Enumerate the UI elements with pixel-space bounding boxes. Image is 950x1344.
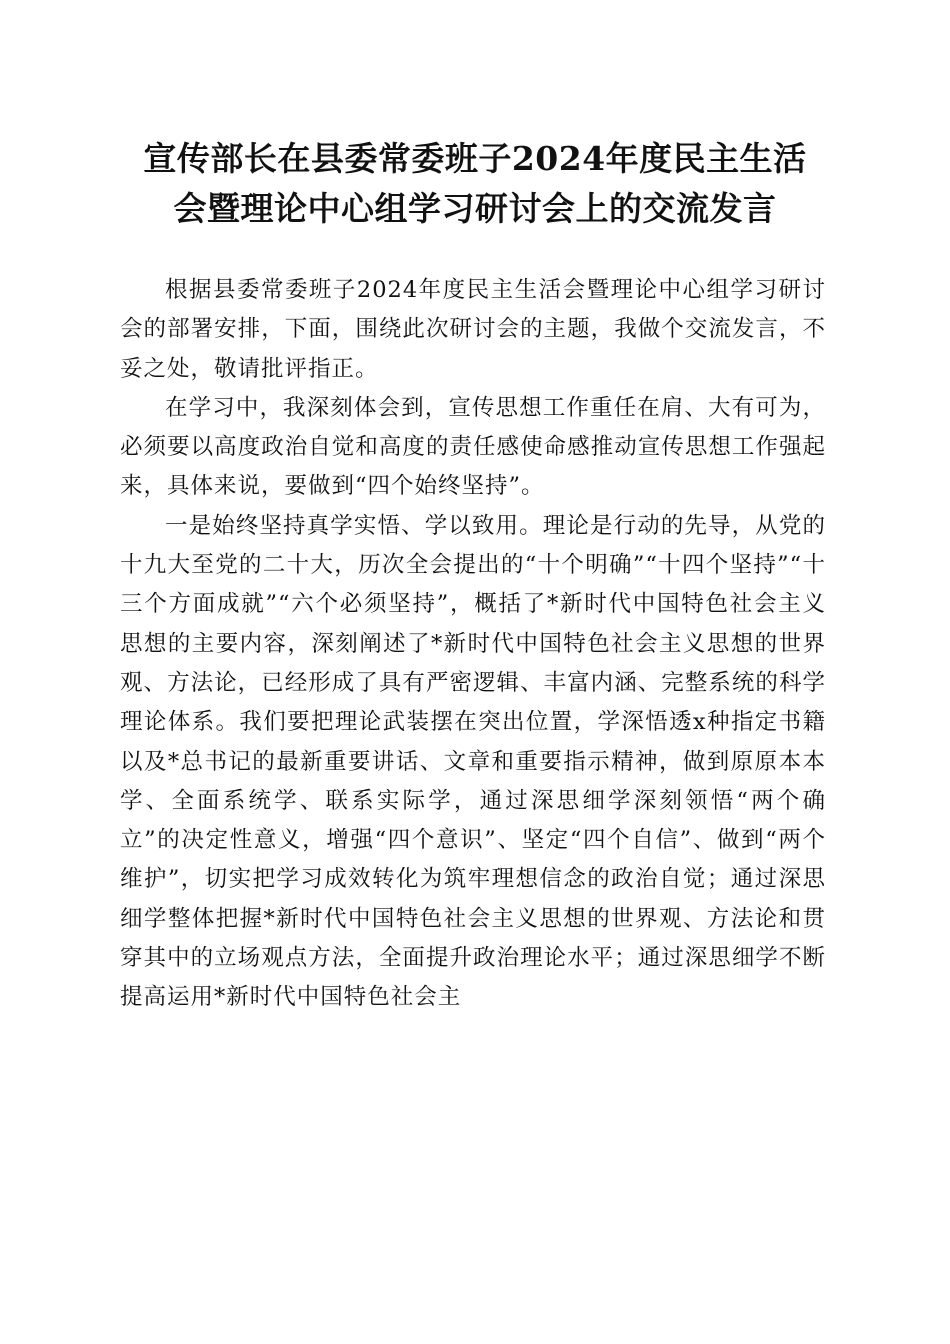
document-body — [120, 271, 826, 1018]
paragraph-section-1 — [120, 507, 826, 1018]
title-line-1: 宣传部长在县委常委班子2024年度民主生活 — [143, 139, 807, 178]
section-1-text: 理论是行动的先导，从党的十九大至党的二十大，历次全会提出的“十个明确”“十四个坚持”“十三个方面成就”“六个必须坚持”，概括了*新时代中国特色社会主义思想的主要内容，深刻阐述了*新时代中国特色社会主义思想的世界观、方法论，已经形成了具有严密逻辑、丰富内涵、完整系统的科学理论体系。我们要把理论武装摆在突出位置，学深悟透x种指定书籍以及*总书记的最新重要讲话、文章和重要指示精神，做到原原本本学、全面系统学、联系实际学，通过深思细学深刻领悟“两个确立”的决定性意义，增强“四个意识”、坚定“四个自信”、做到“两个维护”，切实把学习成效转化为筑牢理想信念的政治自觉；通过深思细学整体把握*新时代中国特色社会主义思想的世界观、方法论和贯穿其中的立场观点方法，全面提升政治理论水平；通过深思细学不断提高运用*新时代中国特色社会主 — [120, 512, 826, 1011]
title-line-2: 会暨理论中心组学习研讨会上的交流发言 — [173, 189, 777, 228]
paragraph-summary: 在学习中，我深刻体会到，宣传思想工作重任在肩、大有可为，必须要以高度政治自觉和高度的责任感使命感推动宣传思想工作强起来，具体来说，要做到“四个始终坚持”。 — [120, 394, 826, 500]
document-title — [100, 134, 850, 234]
section-1-lead: 一是始终坚持真学实悟、学以致用。 — [165, 512, 543, 539]
paragraph-intro: 根据县委常委班子2024年度民主生活会暨理论中心组学习研讨会的部署安排，下面，围绕此次研讨会的主题，我做个交流发言，不妥之处，敬请批评指正。 — [120, 277, 826, 382]
